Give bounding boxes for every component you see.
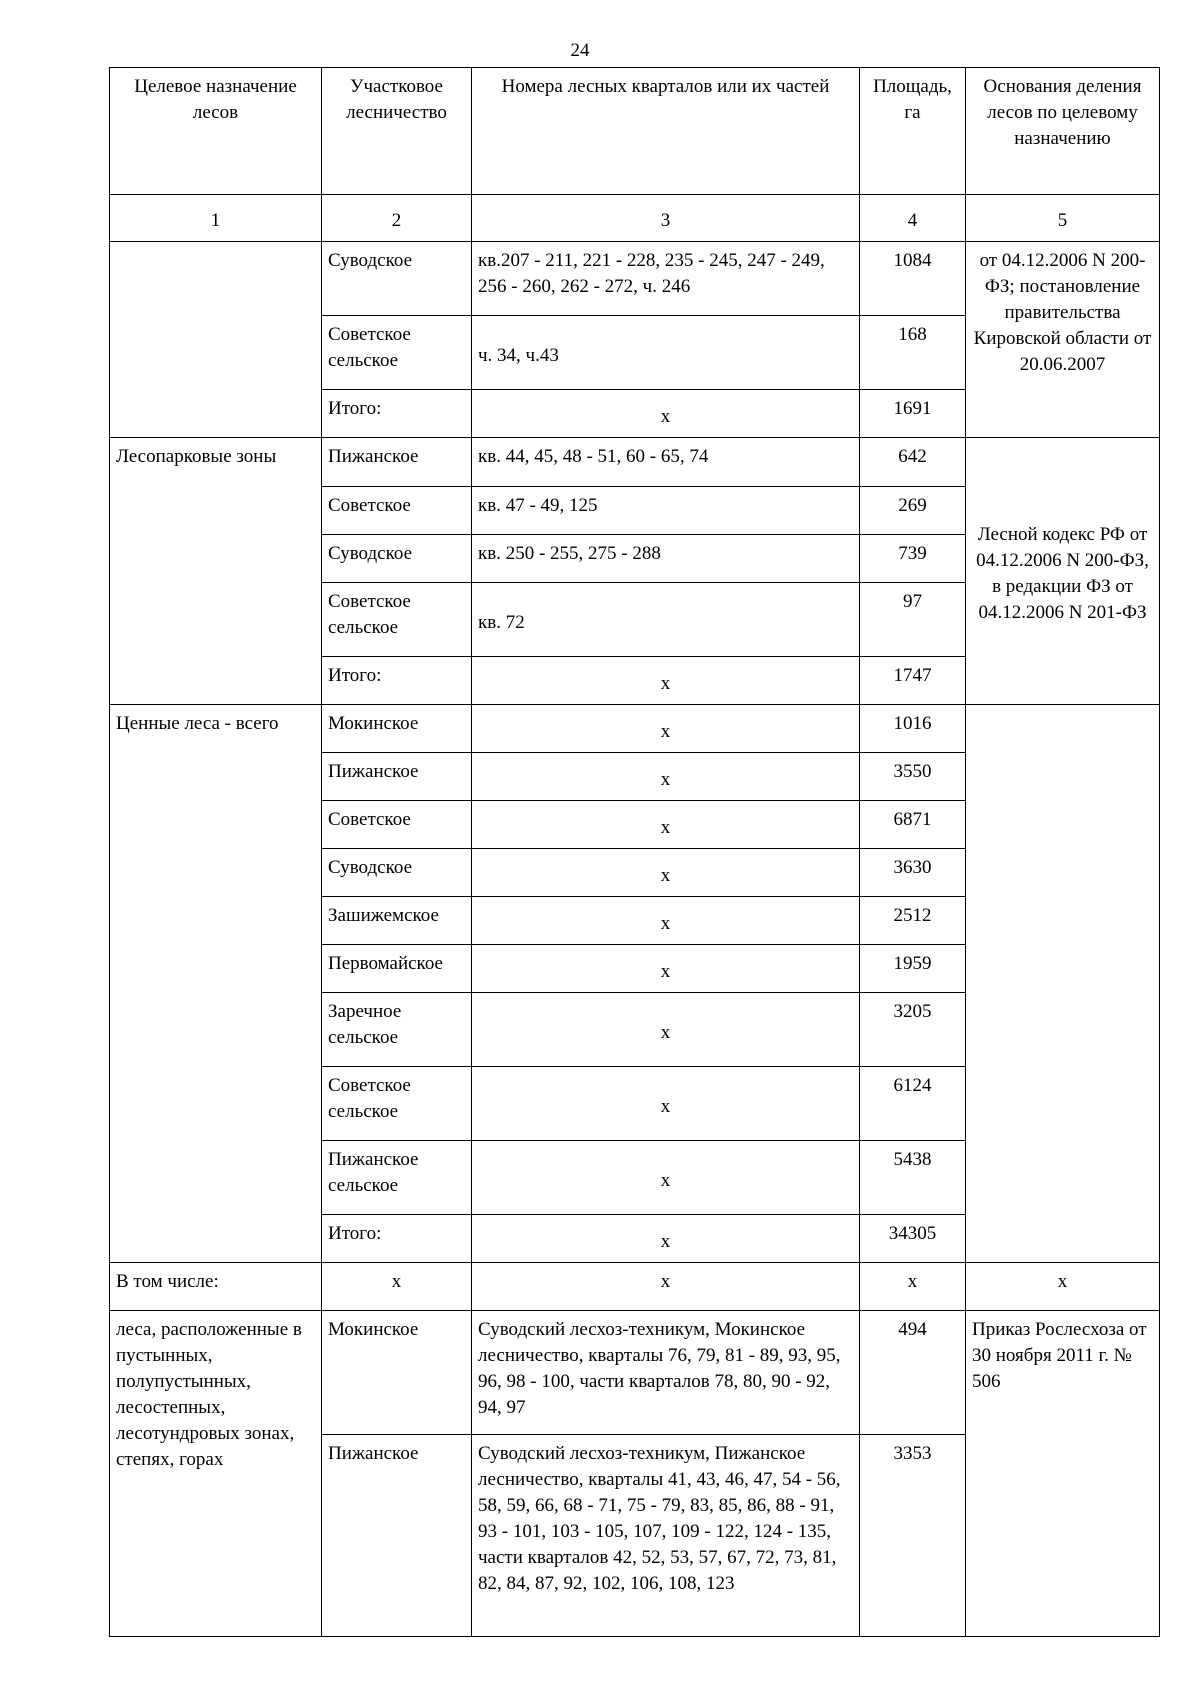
quarters-cell: х [472,993,860,1067]
district-cell: Мокинское [322,705,472,753]
quarters-cell: кв. 72 [472,583,860,657]
quarters-cell: х [472,1141,860,1215]
column-number: 3 [472,195,860,242]
quarters-cell: х [472,1215,860,1263]
district-cell: Суводское [322,242,472,316]
area-cell: 642 [860,438,966,487]
forest-purpose-table [109,67,1160,1637]
table-row [110,1263,1160,1311]
quarters-cell: кв. 250 - 255, 275 - 288 [472,535,860,583]
header-district: Участковое лесничество [322,68,472,195]
basis-cell [966,705,1160,1263]
basis-cell: Лесной кодекс РФ от 04.12.2006 N 200-ФЗ, в редакции ФЗ от 04.12.2006 N 201-ФЗ [966,438,1160,705]
area-cell: 494 [860,1311,966,1435]
purpose-cell: леса, расположенные в пустынных, полупустынных, лесостепных, лесотундровых зонах, степях, горах [110,1311,322,1637]
header-purpose: Целевое назначение лесов [110,68,322,195]
basis-cell: от 04.12.2006 N 200-ФЗ; постановление правительства Кировской области от 20.06.2007 [966,242,1160,438]
area-cell: 3205 [860,993,966,1067]
column-number: 1 [110,195,322,242]
table-row [110,242,1160,316]
district-cell: Итого: [322,657,472,705]
table-row [110,1311,1160,1435]
quarters-cell: х [472,390,860,438]
table-row [110,438,1160,487]
area-cell: 1691 [860,390,966,438]
header-basis: Основания деления лесов по целевому назначению [966,68,1160,195]
purpose-cell [110,242,322,438]
quarters-cell: кв.207 - 211, 221 - 228, 235 - 245, 247 - 249, 256 - 260, 262 - 272, ч. 246 [472,242,860,316]
district-cell: Советское сельское [322,1067,472,1141]
district-cell: Пижанское [322,753,472,801]
area-cell: 739 [860,535,966,583]
purpose-cell: В том числе: [110,1263,322,1311]
district-cell: Зашижемское [322,897,472,945]
area-cell: х [860,1263,966,1311]
district-cell: х [322,1263,472,1311]
quarters-cell: х [472,705,860,753]
area-cell: 34305 [860,1215,966,1263]
quarters-cell: х [472,657,860,705]
header-quarters: Номера лесных кварталов или их частей [472,68,860,195]
district-cell: Итого: [322,390,472,438]
area-cell: 3353 [860,1435,966,1637]
area-cell: 3550 [860,753,966,801]
district-cell: Пижанское сельское [322,1141,472,1215]
area-cell: 1747 [860,657,966,705]
quarters-cell: кв. 47 - 49, 125 [472,487,860,535]
area-cell: 1959 [860,945,966,993]
basis-cell: х [966,1263,1160,1311]
district-cell: Суводское [322,849,472,897]
quarters-cell: х [472,897,860,945]
quarters-cell: кв. 44, 45, 48 - 51, 60 - 65, 74 [472,438,860,487]
table-header-row [110,68,1160,195]
area-cell: 1084 [860,242,966,316]
quarters-cell: х [472,945,860,993]
column-number: 4 [860,195,966,242]
district-cell: Итого: [322,1215,472,1263]
district-cell: Заречное сельское [322,993,472,1067]
quarters-cell: х [472,801,860,849]
column-number-row [110,195,1160,242]
area-cell: 2512 [860,897,966,945]
district-cell: Советское сельское [322,316,472,390]
area-cell: 168 [860,316,966,390]
area-cell: 5438 [860,1141,966,1215]
column-number: 2 [322,195,472,242]
quarters-cell: Суводский лесхоз-техникум, Мокинское лесничество, кварталы 76, 79, 81 - 89, 93, 95, 96, 98 - 100, части кварталов 78, 80, 90 - 92, 94, 97 [472,1311,860,1435]
district-cell: Пижанское [322,1435,472,1637]
quarters-cell: х [472,1263,860,1311]
page-number: 24 [570,40,590,61]
area-cell: 269 [860,487,966,535]
basis-cell: Приказ Рослесхоза от 30 ноября 2011 г. № 506 [966,1311,1160,1637]
quarters-cell: х [472,753,860,801]
quarters-cell: х [472,1067,860,1141]
area-cell: 6124 [860,1067,966,1141]
area-cell: 6871 [860,801,966,849]
district-cell: Советское сельское [322,583,472,657]
quarters-cell: Суводский лесхоз-техникум, Пижанское лесничество, кварталы 41, 43, 46, 47, 54 - 56, 58, 59, 66, 68 - 71, 75 - 79, 83, 85, 86, 88 - 91, 93 - 101, 103 - 105, 107, 109 - 122, 124 - 135, части кварталов 42, 52, 53, 57, 67, 72, 73, 81, 82, 84, 87, 92, 102, 106, 108, 123 [472,1435,860,1637]
purpose-cell: Лесопарковые зоны [110,438,322,705]
district-cell: Советское [322,801,472,849]
district-cell: Советское [322,487,472,535]
area-cell: 1016 [860,705,966,753]
header-area: Площадь, га [860,68,966,195]
area-cell: 97 [860,583,966,657]
column-number: 5 [966,195,1160,242]
area-cell: 3630 [860,849,966,897]
quarters-cell: х [472,849,860,897]
district-cell: Суводское [322,535,472,583]
quarters-cell: ч. 34, ч.43 [472,316,860,390]
purpose-cell: Ценные леса - всего [110,705,322,1263]
district-cell: Первомайское [322,945,472,993]
district-cell: Пижанское [322,438,472,487]
table-row [110,705,1160,753]
district-cell: Мокинское [322,1311,472,1435]
